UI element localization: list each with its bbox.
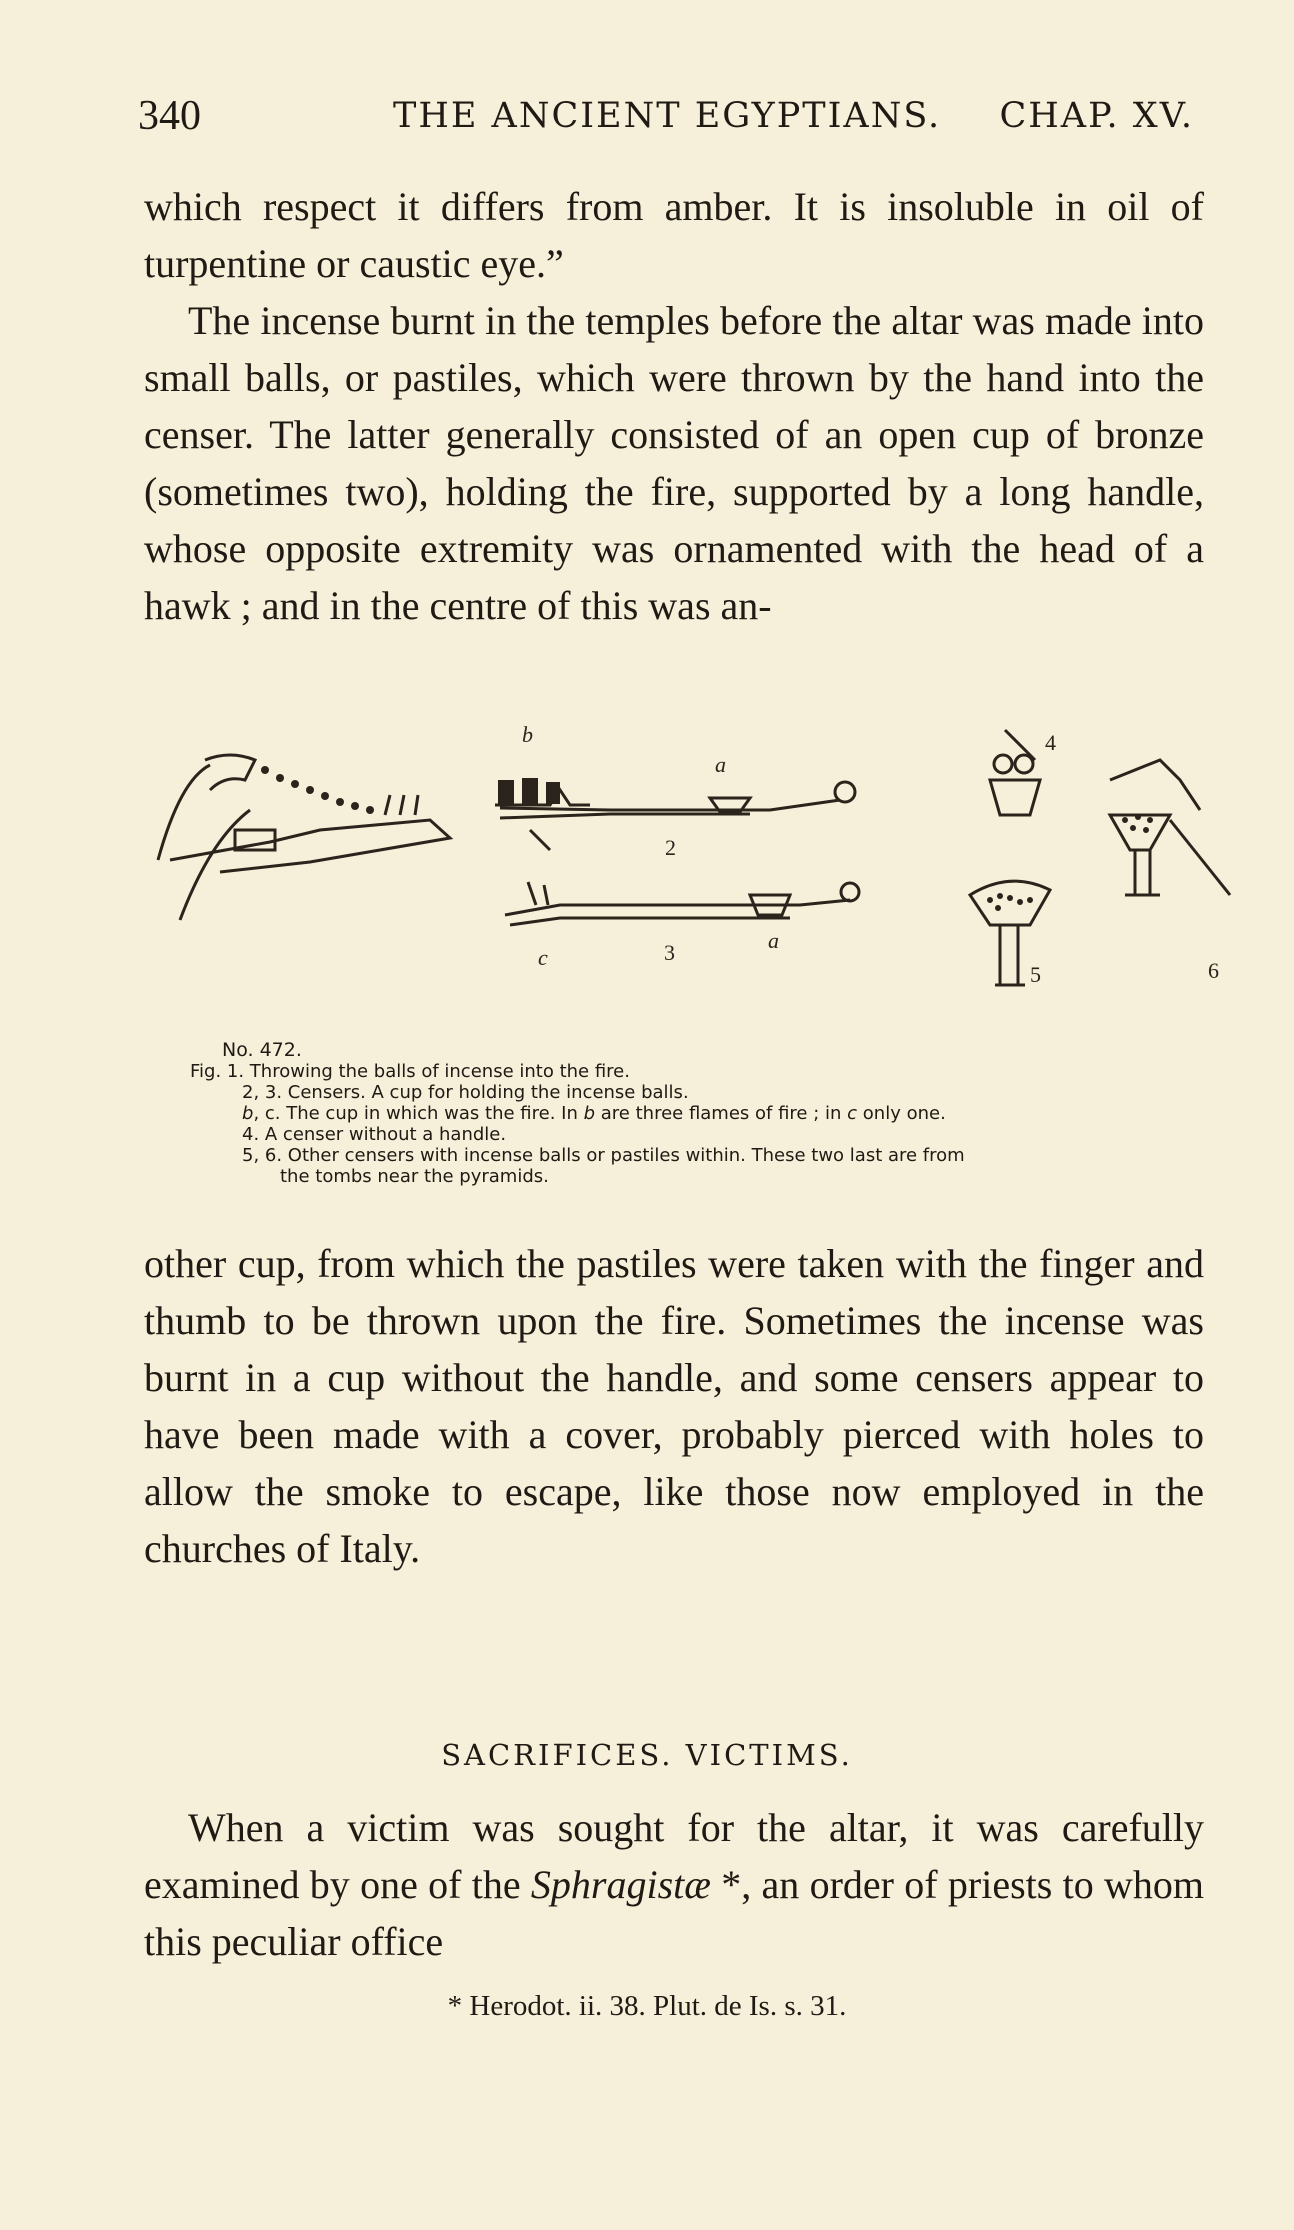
label-6: 6 [1208,958,1219,983]
fig4-fig5-censers [970,730,1056,987]
figure-censers [150,720,1260,1050]
fig6-censer [1110,760,1230,983]
label-2: 2 [665,835,676,860]
caption-line-4: 4. A censer without a handle. [242,1124,507,1145]
caption-line-6: the tombs near the pyramids. [280,1166,549,1187]
label-b: b [522,722,533,747]
running-header [138,92,1194,142]
section-heading: SACRIFICES. VICTIMS. [441,1738,853,1772]
fig1-throwing-arm [158,755,450,920]
running-title: THE ANCIENT EGYPTIANS. [393,96,942,136]
paragraph-continuation: which respect it differs from amber. It is insoluble in oil of turpentine or caustic eye.” [144,184,1204,286]
fig2-fig3-censers [495,722,859,970]
page-number: 340 [138,93,201,139]
figure-number: No. 472. [222,1039,302,1061]
caption-line-2: 2, 3. Censers. A cup for holding the incense balls. [242,1082,689,1103]
label-4: 4 [1045,730,1056,755]
opening-text [144,178,1204,634]
footnote-mark: * [710,1862,742,1907]
paragraph-victims: When a victim was sought for the altar, it was carefully examined by one of the Sphragistæ *, an order of priests to whom this peculiar office [144,1805,1205,1964]
paragraph-incense: The incense burnt in the temples before the altar was made into small balls, or pastiles, which were thrown by the hand into the censer. The latter generally consisted of an open cup of bronze (sometimes two), holding the fire, supported by a long handle, whose opposite extremity was ornamented with the head of a hawk ; and in the centre of this was an- [144,298,1204,628]
paragraph-other-cup: other cup, from which the pastiles were taken with the finger and thumb to be thrown upon the fire. Sometimes the incense was burnt in a cup without the handle, and some censers appear to have been made with a cover, probably pierced with holes to allow the smoke to escape, like those now employed in the churches of Italy. [144,1241,1204,1571]
censer-illustration [150,720,1260,1050]
footnote: * Herodot. ii. 38. Plut. de Is. s. 31. [447,1990,847,2022]
caption-line-1: Fig. 1. Throwing the balls of incense into the fire. [190,1061,630,1082]
label-5: 5 [1030,962,1041,987]
caption-line-3: b, c. The cup in which was the fire. In b are three flames of fire ; in c only one. [242,1103,946,1124]
sphragistae-term: Sphragistæ [530,1862,711,1907]
caption-line-5: 5, 6. Other censers with incense balls or pastiles within. These two last are from [242,1145,965,1166]
label-3: 3 [664,940,675,965]
figure-caption [190,1040,1150,1187]
label-a-bottom: a [768,928,779,953]
label-a-top: a [715,752,726,777]
label-c: c [538,945,548,970]
chapter-label: CHAP. XV. [999,96,1194,136]
